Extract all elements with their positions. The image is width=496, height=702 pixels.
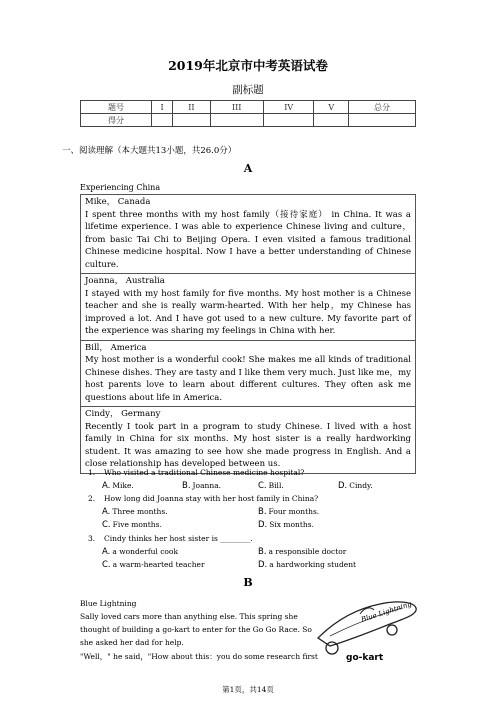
option[interactable] (102, 507, 168, 517)
section-heading: 一、阅读理解（本大题共13小题，共26.0分） (62, 146, 237, 156)
option-text: a hardworking student (269, 560, 357, 569)
option-letter: B. (258, 507, 267, 517)
page-footer: 第1页，共14页 (222, 685, 274, 694)
question (88, 534, 253, 543)
passage-a-letter: A (243, 162, 253, 175)
option-letter: A. (102, 507, 111, 517)
option-text: Six months. (269, 520, 314, 529)
score-cell: IV (263, 101, 314, 114)
entry-box (81, 195, 415, 273)
passage-a-title: Experiencing China (80, 183, 161, 192)
option-text: Three months. (112, 507, 168, 516)
score-cell (152, 114, 173, 127)
entry-name: Cindy， Germany (85, 409, 161, 419)
option[interactable] (102, 560, 205, 570)
entry-box (81, 273, 415, 340)
option-text: Mike. (112, 481, 134, 490)
option-text: Four months. (268, 507, 320, 516)
option[interactable] (258, 507, 319, 517)
question-text: Cindy thinks her host sister is ________. (104, 534, 253, 543)
question (88, 494, 318, 503)
go-kart-illustration (310, 596, 422, 666)
passage-b-line: thought of building a go-kart to enter for the Go Go Race. So (80, 625, 312, 634)
entry-name: Mike， Canada (85, 197, 151, 207)
option[interactable] (182, 481, 221, 491)
option-letter: C. (258, 481, 267, 491)
question-text: How long did Joanna stay with her host family in China? (104, 494, 319, 503)
passage-b-title: Blue Lightning (80, 599, 137, 608)
option-letter: D. (258, 560, 268, 570)
option-text: a warm-hearted teacher (112, 560, 205, 569)
score-table-score-row (81, 114, 416, 127)
option[interactable] (102, 481, 134, 491)
score-cell: I (152, 101, 173, 114)
score-cell: III (210, 101, 263, 114)
score-cell (173, 114, 210, 127)
entry-text: My host mother is a wonderful cook! She makes me all kinds of traditional Chinese dishes. They are tasty and I like them very much. Just like me，my host parents love to learn about different cultures. They often ask me questions about life in America. (85, 355, 411, 403)
option[interactable] (258, 560, 356, 570)
score-cell: 题号 (81, 101, 152, 114)
option[interactable] (338, 481, 373, 491)
option[interactable] (258, 481, 284, 491)
option-letter: C. (102, 520, 111, 530)
score-cell (349, 114, 416, 127)
option-letter: D. (338, 481, 348, 491)
option-letter: C. (102, 560, 111, 570)
entry-text: I spent three months with my host family（接待家庭） in China. It was a lifetime experience. I was able to experience Chinese living and culture，from basic Tai Chi to Beijing Opera. I even visited a famous traditional Chinese medicine hospital. Now I have a better understanding of Chinese culture. (85, 209, 411, 270)
question-number: 2. (88, 494, 96, 503)
passage-b-line: Sally loved cars more than anything else. This spring she (80, 612, 298, 621)
option-text: Bill. (268, 481, 284, 490)
entry-name: Joanna， Australia (85, 276, 165, 286)
entry-box (81, 340, 415, 407)
score-cell: 总分 (349, 101, 416, 114)
option-letter: D. (258, 520, 268, 530)
question-text: Who visited a traditional Chinese medicine hospital? (104, 468, 305, 477)
score-cell (263, 114, 314, 127)
option[interactable] (258, 520, 314, 530)
go-kart-caption: go-kart (346, 653, 384, 663)
option-letter: A. (102, 481, 111, 491)
passage-b-line: "Well，" he said，"How about this：you do some research first (80, 652, 318, 661)
passage-a-boxes (80, 194, 416, 474)
option-letter: A. (102, 547, 111, 557)
score-table-header-row (81, 101, 416, 114)
go-kart-car-text: Blue Lightning (360, 600, 413, 624)
option-letter: B. (182, 481, 191, 491)
option-text: Cindy. (349, 481, 373, 490)
exam-title: 2019年北京市中考英语试卷 (168, 58, 328, 73)
score-table (80, 100, 416, 127)
score-cell (210, 114, 263, 127)
score-cell: II (173, 101, 210, 114)
score-cell: V (314, 101, 349, 114)
option[interactable] (102, 520, 162, 530)
option-text: a responsible doctor (268, 547, 347, 556)
question (88, 468, 304, 477)
exam-subtitle: 副标题 (232, 84, 264, 96)
option-letter: B. (258, 547, 267, 557)
option[interactable] (258, 547, 346, 557)
passage-b-line: she asked her dad for help. (80, 638, 184, 647)
entry-box (81, 406, 415, 473)
score-cell (314, 114, 349, 127)
option[interactable] (102, 547, 178, 557)
entry-text: I stayed with my host family for five months. My host mother is a Chinese teacher and she is really warm-hearted. With her help，my Chinese has improved a lot. And I have got used to a new culture. My favorite part of the experience was sharing my feelings in China with her. (85, 288, 411, 336)
option-text: Joanna. (192, 481, 222, 490)
entry-text: Recently I took part in a program to study Chinese. I lived with a host family in China for six months. My host sister is a really hardworking student. It was amazing to see how she made progress in English. And a close relationship has developed between us. (85, 421, 411, 469)
entry-name: Bill， America (85, 342, 147, 353)
score-cell: 得分 (81, 114, 152, 127)
question-number: 1. (88, 468, 96, 477)
option-text: Five months. (112, 520, 162, 529)
option-text: a wonderful cook (112, 547, 178, 556)
question-number: 3. (88, 534, 96, 543)
passage-b-letter: B (243, 576, 253, 589)
go-kart-sketch-icon (310, 596, 422, 666)
